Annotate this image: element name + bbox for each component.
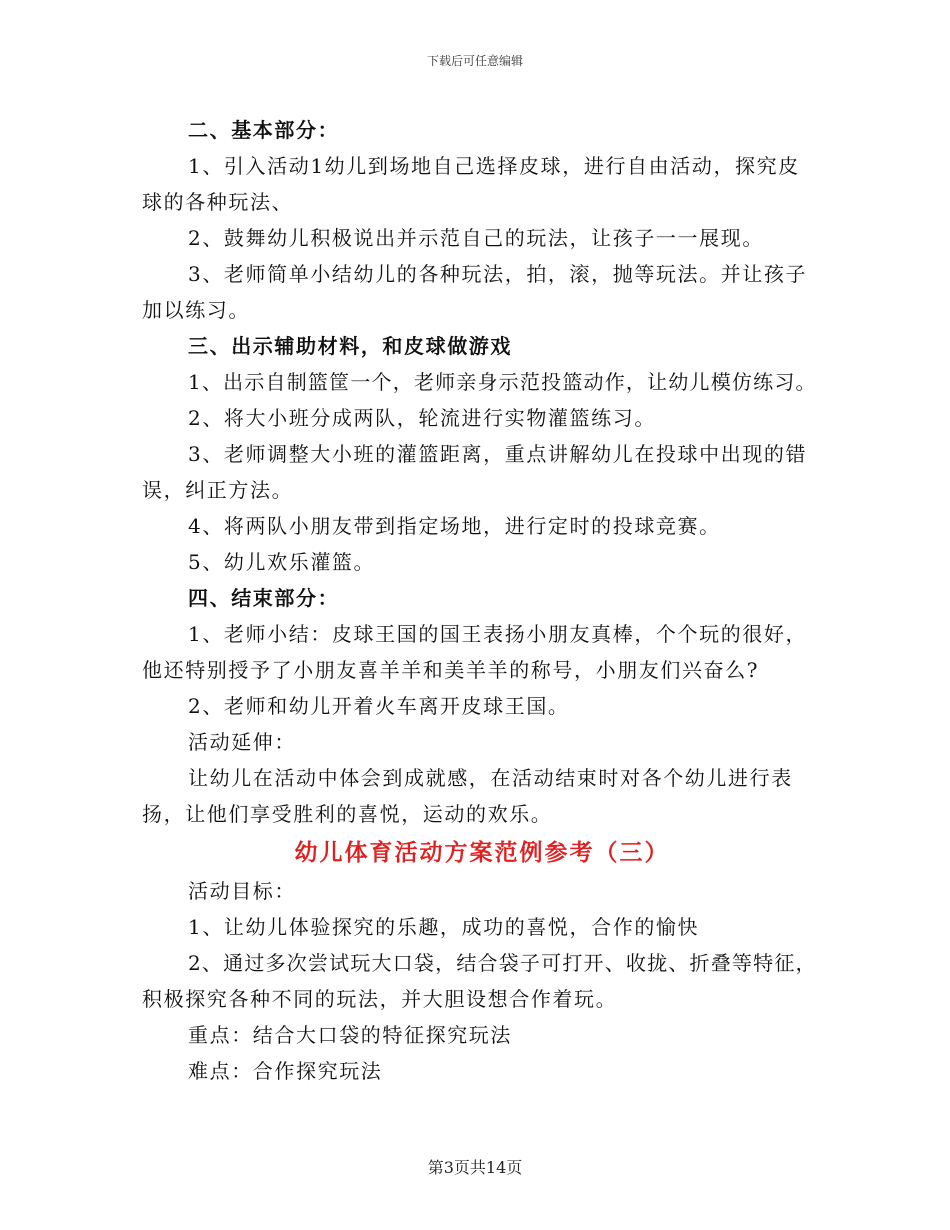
paragraph-line: 积极探究各种不同的玩法，并大胆设想合作着玩。: [142, 987, 618, 1011]
paragraph-line: 误，纠正方法。: [142, 478, 294, 502]
document-body: [142, 112, 822, 1089]
paragraph-line: 难点：合作探究玩法: [188, 1059, 383, 1083]
paragraph-line: 扬，让他们享受胜利的喜悦，运动的欢乐。: [142, 802, 553, 826]
paragraph-line: 球的各种玩法、: [142, 190, 294, 214]
paragraph-line: 3、老师简单小结幼儿的各种玩法，拍，滚，抛等玩法。并让孩子: [188, 262, 808, 286]
paragraph-line: 4、将两队小朋友带到指定场地，进行定时的投球竞赛。: [188, 514, 721, 538]
paragraph-line: 活动目标：: [188, 879, 296, 903]
page-number: 第3页共14页: [427, 1158, 523, 1177]
paragraph-line: 2、将大小班分成两队，轮流进行实物灌篮练习。: [188, 406, 656, 430]
paragraph-line: 3、老师调整大小班的灌篮距离，重点讲解幼儿在投球中出现的错: [188, 442, 808, 466]
paragraph-line: 让幼儿在活动中体会到成就感，在活动结束时对各个幼儿进行表: [188, 766, 793, 790]
page-header-note: 下载后可任意编辑: [426, 54, 523, 68]
paragraph-line: 5、幼儿欢乐灌篮。: [188, 550, 376, 574]
paragraph-line: 2、老师和幼儿开着火车离开皮球王国。: [188, 694, 570, 718]
section-heading-game: 三、出示辅助材料，和皮球做游戏: [188, 334, 512, 358]
paragraph-line: 重点：结合大口袋的特征探究玩法: [188, 1023, 512, 1047]
paragraph-line: 1、出示自制篮筐一个，老师亲身示范投篮动作，让幼儿模仿练习。: [188, 370, 817, 394]
paragraph-line: 1、引入活动1幼儿到场地自己选择皮球，进行自由活动，探究皮: [188, 154, 800, 178]
section-heading-basic: 二、基本部分：: [188, 118, 340, 142]
paragraph-line: 他还特别授予了小朋友喜羊羊和美羊羊的称号，小朋友们兴奋么?: [142, 658, 760, 682]
paragraph-line: 活动延伸：: [188, 730, 296, 754]
paragraph-line: 1、让幼儿体验探究的乐趣，成功的喜悦，合作的愉快: [188, 915, 700, 939]
section-heading-end: 四、结束部分：: [188, 586, 340, 610]
paragraph-line: 2、通过多次尝试玩大口袋，结合袋子可打开、收拢、折叠等特征，: [188, 951, 817, 975]
paragraph-line: 加以练习。: [142, 298, 250, 322]
section-title: 幼儿体育活动方案范例参考（三）: [294, 839, 670, 866]
paragraph-line: 2、鼓舞幼儿积极说出并示范自己的玩法，让孩子一一展现。: [188, 226, 764, 250]
paragraph-line: 1、老师小结：皮球王国的国王表扬小朋友真棒，个个玩的很好，: [188, 622, 808, 646]
